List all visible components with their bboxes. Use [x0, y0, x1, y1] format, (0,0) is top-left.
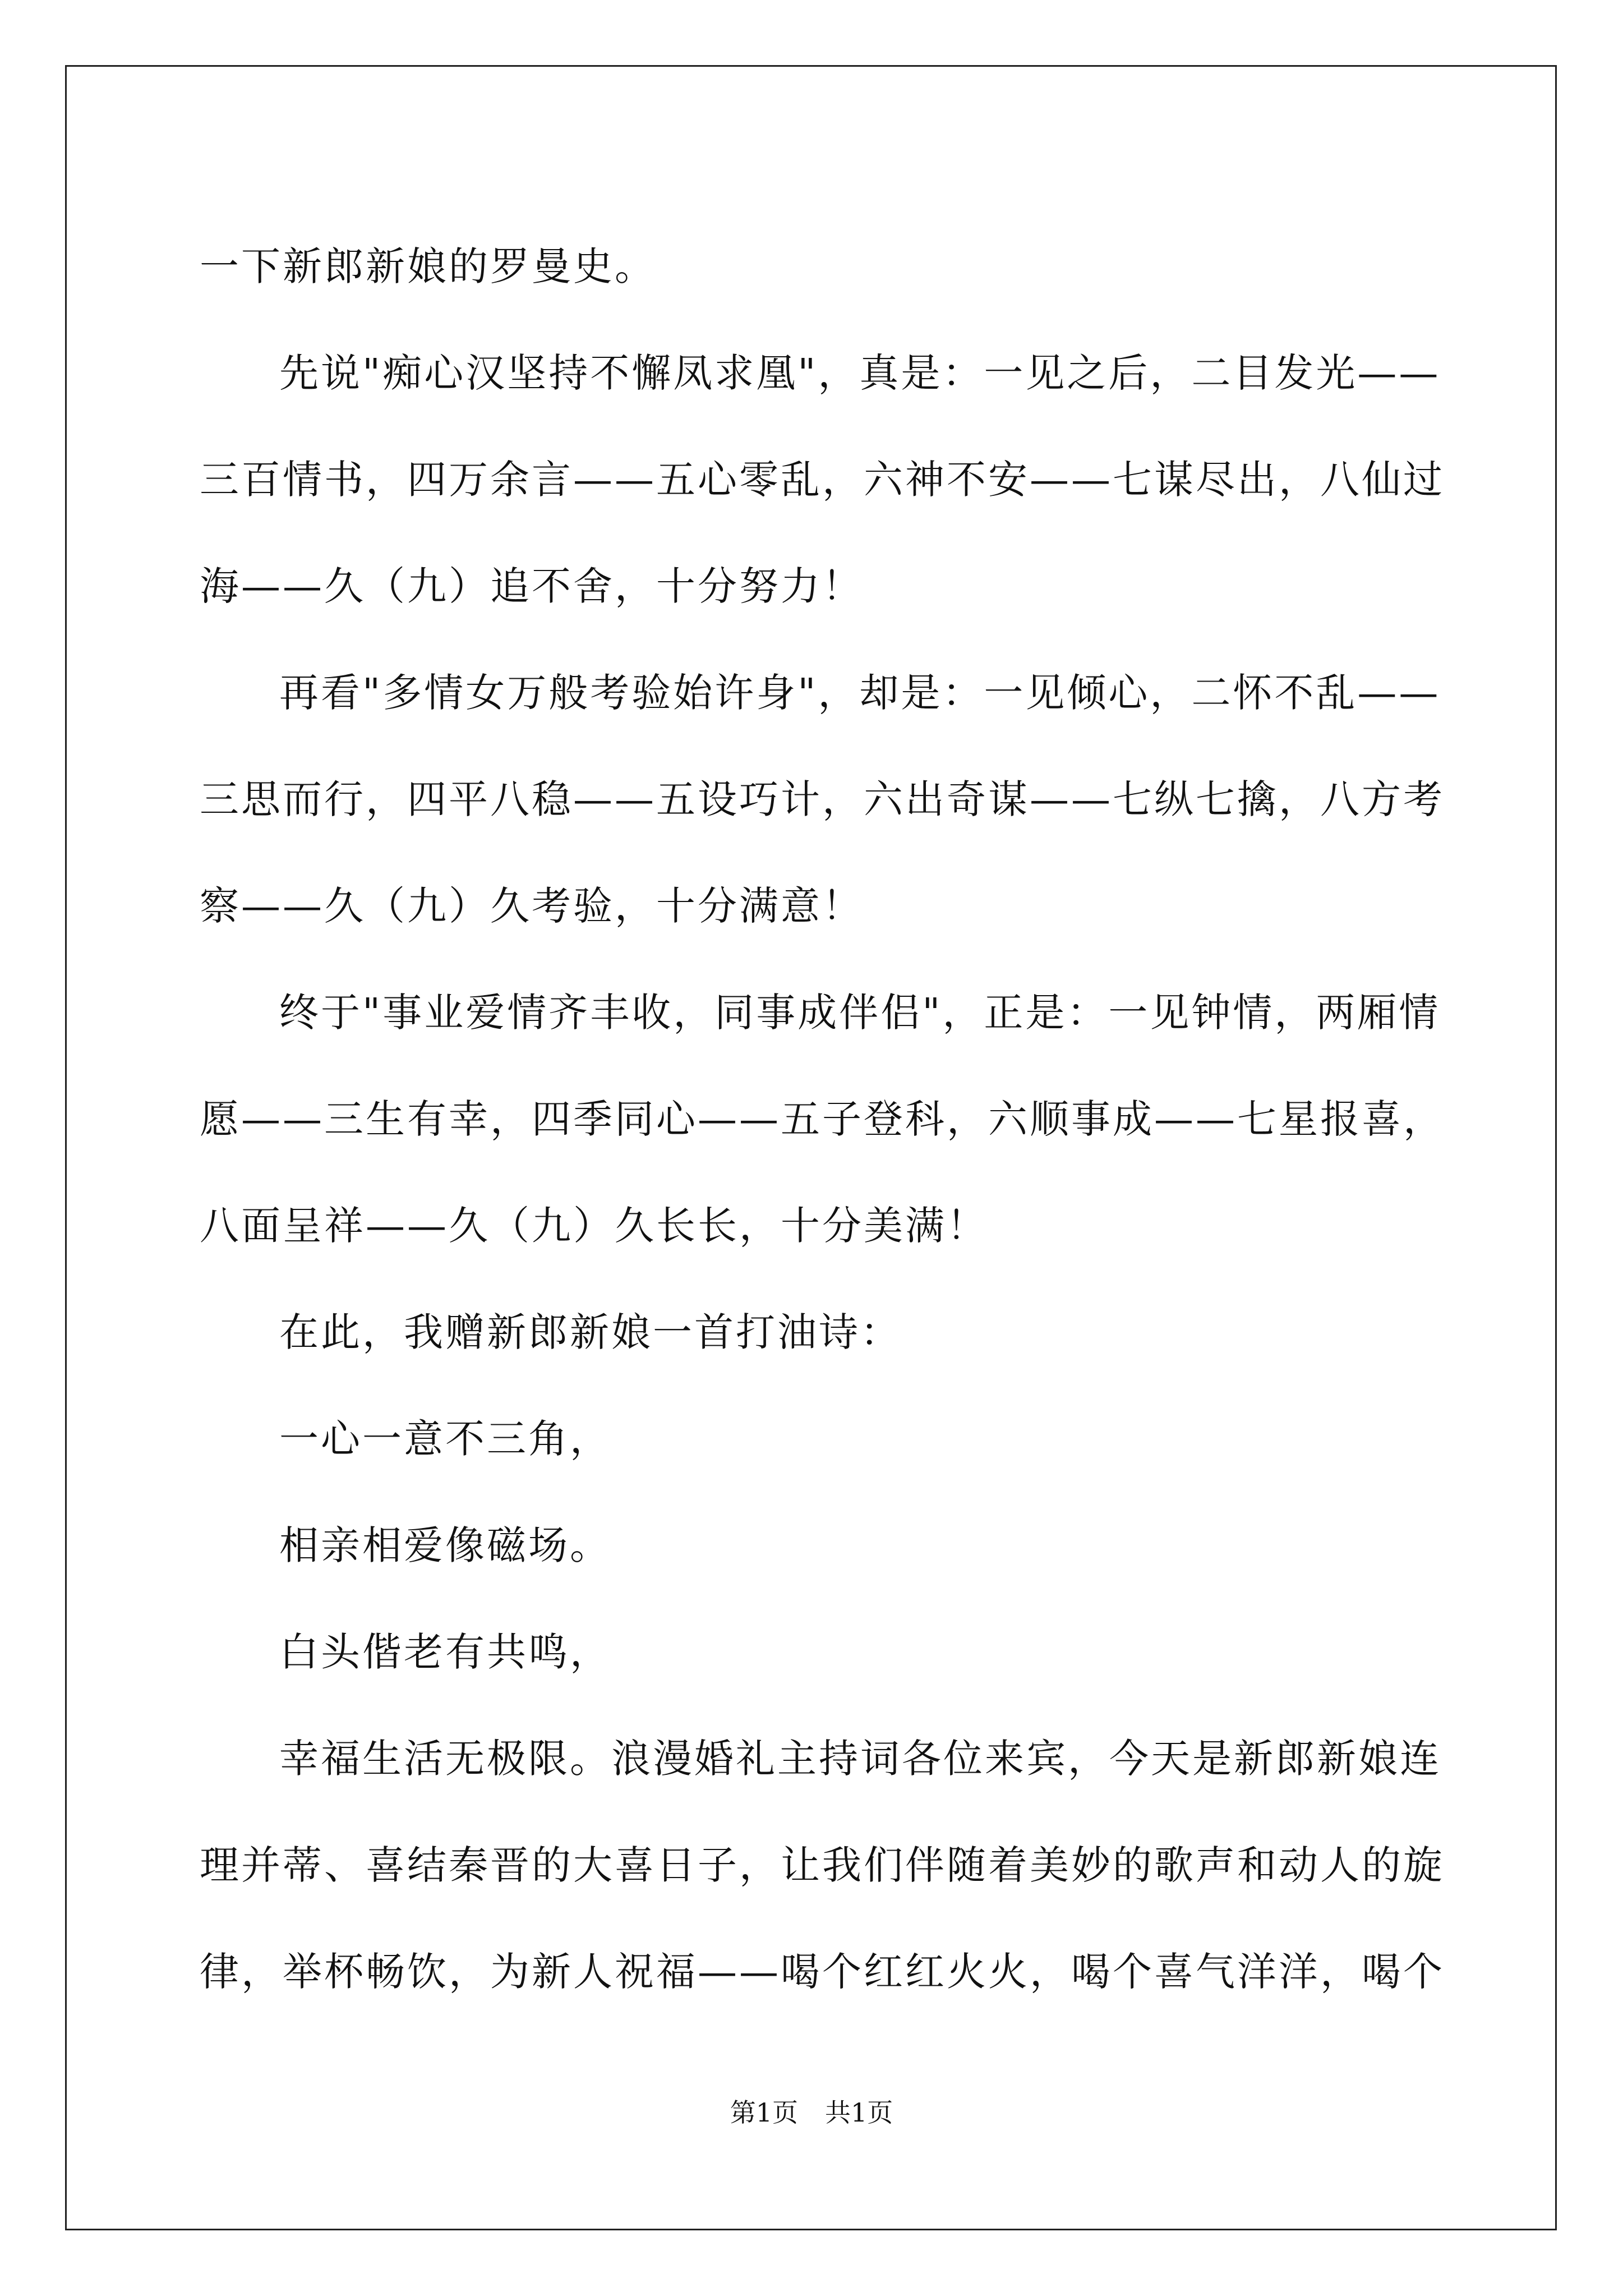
text-line: 律，举杯畅饮，为新人祝福——喝个红红火火，喝个喜气洋洋，喝个 [200, 1949, 1445, 1995]
text-line: 在此，我赠新郎新娘一首打油诗： [279, 1309, 902, 1355]
text-line: 三百情书，四万余言——五心零乱，六神不安——七谋尽出，八仙过 [200, 457, 1445, 503]
text-line: 先说"痴心汉坚持不懈凤求凰"，真是：一见之后，二目发光—— [279, 350, 1441, 396]
poem-line: 相亲相爱像磁场。 [279, 1522, 611, 1568]
poem-line: 一心一意不三角， [279, 1416, 611, 1462]
poem-line: 白头偕老有共鸣， [279, 1629, 611, 1675]
text-line: 幸福生活无极限。浪漫婚礼主持词各位来宾，今天是新郎新娘连 [279, 1736, 1441, 1782]
page-footer [0, 2092, 1623, 2129]
text-line: 海——久（九）追不舍，十分努力！ [200, 563, 864, 609]
text-line: 再看"多情女万般考验始许身"，却是：一见倾心，二怀不乱—— [279, 670, 1441, 716]
text-line: 理并蒂、喜结秦晋的大喜日子，让我们伴随着美妙的歌声和动人的旋 [200, 1842, 1445, 1888]
text-line: 一下新郎新娘的罗曼史。 [200, 243, 656, 289]
text-line: 八面呈祥——久（九）久长长，十分美满！ [200, 1203, 988, 1249]
text-line: 三思而行，四平八稳——五设巧计，六出奇谋——七纵七擒，八方考 [200, 776, 1445, 822]
page-total: 共1页 [825, 2097, 893, 2128]
text-line: 察——久（九）久考验，十分满意！ [200, 883, 864, 929]
text-line: 终于"事业爱情齐丰收，同事成伴侣"，正是：一见钟情，两厢情 [279, 990, 1441, 1036]
text-line: 愿——三生有幸，四季同心——五子登科，六顺事成——七星报喜， [200, 1096, 1445, 1142]
document-body [200, 213, 1445, 2025]
page-number: 第1页 [730, 2097, 798, 2128]
